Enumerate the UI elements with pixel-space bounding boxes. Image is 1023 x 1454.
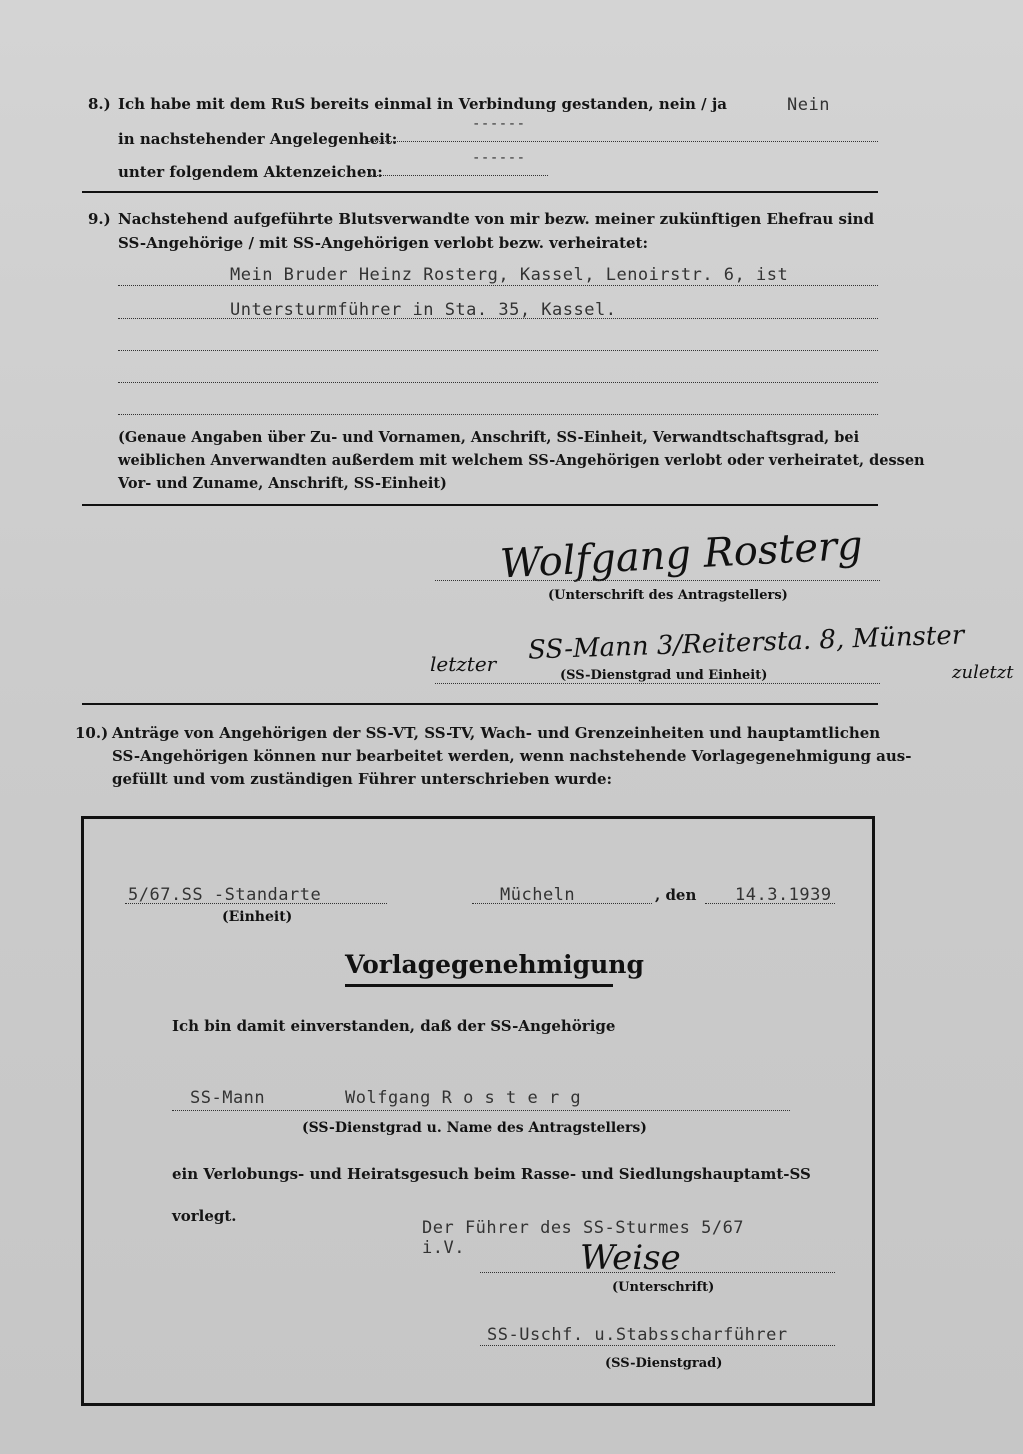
rank-prefix-handwritten: letzter (430, 652, 497, 676)
q9-entry2: Untersturmführer in Sta. 35, Kassel. (230, 300, 617, 320)
signature-label: (Unterschrift des Antragstellers) (548, 588, 788, 603)
leader-rank: SS-Uschf. u.Stabsscharführer (487, 1325, 788, 1345)
q8-line3-dots (368, 175, 548, 176)
rank-suffix-handwritten: zuletzt (952, 662, 1014, 683)
unit-dots (125, 903, 387, 904)
divider-2 (82, 504, 878, 506)
approval-text3: vorlegt. (172, 1207, 237, 1225)
q8-line2-value: ------ (472, 116, 526, 132)
q9-dots-2 (118, 318, 878, 319)
place-value: Mücheln (500, 885, 576, 905)
name-dots (172, 1110, 790, 1111)
divider-3 (82, 703, 878, 705)
date-dots (705, 903, 835, 904)
approval-text1: Ich bin damit einverstanden, daß der SS-Angehörige (172, 1017, 616, 1035)
q8-line1: Ich habe mit dem RuS bereits einmal in Verbindung gestanden, nein / ja (118, 95, 728, 113)
signature-label-2: (Unterschrift) (612, 1280, 715, 1295)
place-dots (472, 903, 652, 904)
rank-label: (SS-Dienstgrad und Einheit) (560, 668, 768, 683)
q9-note1: (Genaue Angaben über Zu- und Vornamen, Anschrift, SS-Einheit, Verwandtschaftsgrad, bei (118, 429, 860, 446)
leader-signature-dots (480, 1272, 835, 1273)
title-underline (345, 984, 613, 987)
unit-label: (Einheit) (222, 909, 293, 925)
leader-line1: Der Führer des SS-Sturmes 5/67 (422, 1218, 745, 1238)
rank-label-2: (SS-Dienstgrad) (605, 1356, 723, 1371)
q8-line2-dots (368, 141, 878, 142)
q9-dots-1 (118, 285, 878, 286)
approval-title: Vorlagegenehmigung (345, 950, 644, 979)
q9-line2: SS-Angehörige / mit SS-Angehörigen verlobt bezw. verheiratet: (118, 234, 649, 252)
q8-number: 8.) (88, 95, 111, 113)
q10-number: 10.) (75, 724, 109, 742)
signature-dots (435, 580, 880, 581)
rank-value: SS-Mann (190, 1088, 266, 1108)
q10-line2: SS-Angehörigen können nur bearbeitet werden, wenn nachstehende Vorlagegenehmigung aus- (112, 747, 912, 765)
q8-line3-value: ------ (472, 150, 526, 166)
rank-handwritten: SS-Mann 3/Reitersta. 8, Münster (527, 620, 965, 666)
rank-dots (435, 683, 880, 684)
approval-text2: ein Verlobungs- und Heiratsgesuch beim Rasse- und Siedlungshauptamt-SS (172, 1165, 811, 1183)
q8-answer: Nein (787, 95, 830, 115)
q9-dots-5 (118, 414, 878, 415)
unit-value: 5/67.SS -Standarte (128, 885, 322, 905)
leader-rank-dots (480, 1345, 835, 1346)
date-value: 14.3.1939 (735, 885, 832, 905)
applicant-signature: Wolfgang Rosterg (499, 522, 864, 588)
den-label: , den (655, 886, 697, 904)
leader-signature: Weise (580, 1238, 681, 1278)
q8-line3: unter folgendem Aktenzeichen: (118, 163, 383, 181)
q10-line1: Anträge von Angehörigen der SS-VT, SS-TV, Wach- und Grenzeinheiten und hauptamtlichen (112, 724, 881, 742)
q8-line2: in nachstehender Angelegenheit: (118, 130, 398, 148)
name-value: Wolfgang R o s t e r g (345, 1088, 582, 1108)
q9-line1: Nachstehend aufgeführte Blutsverwandte von mir bezw. meiner zukünftigen Ehefrau sind (118, 210, 875, 228)
q9-note2: weiblichen Anverwandten außerdem mit welchem SS-Angehörigen verlobt oder verheiratet, dessen (118, 452, 925, 469)
name-label: (SS-Dienstgrad u. Name des Antragstellers) (302, 1120, 647, 1136)
q9-entry1: Mein Bruder Heinz Rosterg, Kassel, Lenoirstr. 6, ist (230, 265, 789, 285)
q9-dots-3 (118, 350, 878, 351)
divider-1 (82, 191, 878, 193)
q9-number: 9.) (88, 210, 111, 228)
q9-note3: Vor- und Zuname, Anschrift, SS-Einheit) (118, 475, 447, 492)
q10-line3: gefüllt und vom zuständigen Führer unterschrieben wurde: (112, 770, 613, 788)
q9-dots-4 (118, 382, 878, 383)
leader-line2: i.V. (422, 1238, 465, 1258)
